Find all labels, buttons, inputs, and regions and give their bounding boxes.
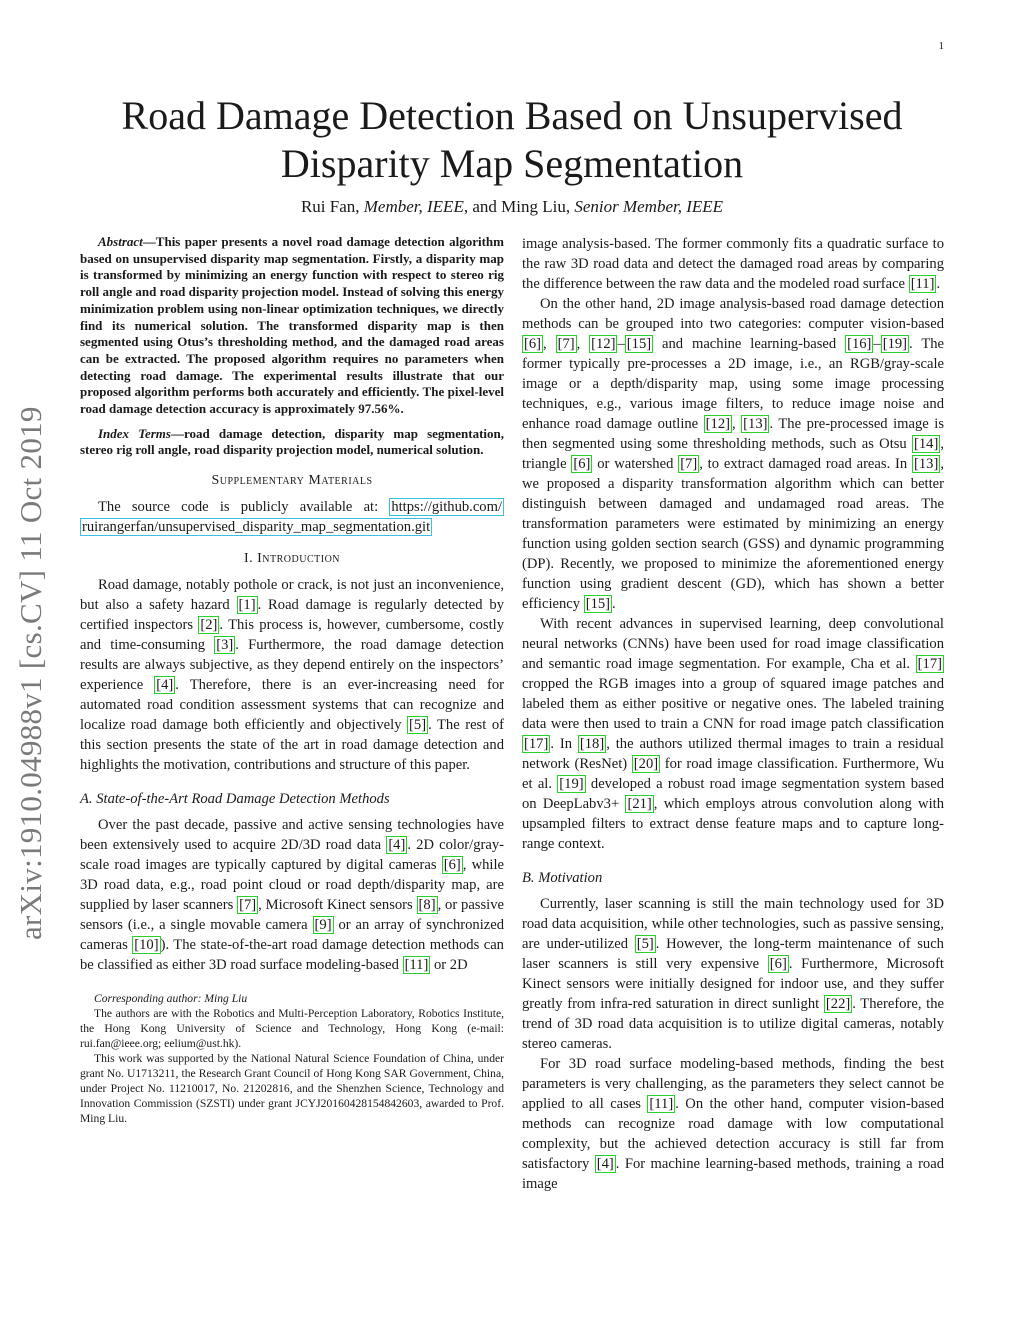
title-line-1: Road Damage Detection Based on Unsupervised: [121, 93, 903, 138]
paragraph-text: . Road damage is regularly detected by certified inspectors: [80, 597, 504, 634]
citation-link[interactable]: [19]: [882, 336, 908, 352]
citation-link[interactable]: [11]: [404, 957, 429, 974]
citation-link[interactable]: [10]: [134, 937, 159, 954]
section-a-paragraph-1: [80, 815, 504, 975]
author-line: [80, 197, 944, 217]
citation-link[interactable]: [12]: [591, 336, 616, 352]
supp-paragraph: [80, 497, 504, 537]
footnote-corresponding-author: Corresponding author: Ming Liu: [94, 992, 248, 1006]
citation-link[interactable]: [7]: [680, 456, 698, 472]
citation-link[interactable]: [5]: [409, 717, 427, 734]
left-column: [80, 234, 504, 1126]
footnote: [80, 991, 504, 1126]
paragraph-text: . The rest of this section presents the state of the art in road damage detection and highlights the motivation, contributions and structure of this paper.: [80, 717, 504, 774]
paragraph-text: ,: [543, 336, 556, 352]
author-1-role: Member, IEEE: [363, 197, 464, 216]
citation-link[interactable]: [20]: [633, 756, 659, 772]
paragraph-text: or an array of synchronized cameras: [80, 917, 505, 954]
paragraph-text: . On the other hand, computer vision-based methods can recognize road damage with low computational complexity, but the achieved detection accuracy is still far from satisfactory: [522, 1096, 944, 1172]
index-terms-text: —road damage detection, disparity map segmentation, stereo rig roll angle, road disparity projection model, numerical solution.: [80, 425, 504, 458]
citation-link[interactable]: [6]: [524, 336, 542, 352]
citation-link[interactable]: [16]: [847, 336, 872, 352]
paragraph-text: for road image classification. Furthermore, Wu et al.: [522, 756, 944, 792]
author-1-name: Rui Fan,: [300, 197, 364, 216]
section-b-paragraph-2: [522, 1054, 944, 1194]
citation-link[interactable]: [22]: [825, 996, 851, 1012]
paragraph-text: , to extract damaged road areas. In: [699, 456, 913, 472]
paragraph-text: image analysis-based. The former commonly fits a quadratic surface to the raw 3D road data and detect the damaged road areas by comparing the difference between the raw data and the modeled road surface: [522, 236, 944, 292]
citation-link[interactable]: [17]: [524, 736, 549, 752]
index-terms-label: Index Terms: [98, 425, 171, 441]
citation-link[interactable]: [12]: [705, 416, 730, 432]
paragraph-text: Currently, laser scanning is still the main technology used for 3D road data acquisition, while other technologies, such as passive sensing, are under-utilized: [522, 896, 944, 952]
citation-link[interactable]: [13]: [743, 416, 768, 432]
paragraph-text: .: [612, 596, 616, 612]
paragraph-text: .: [936, 276, 941, 292]
intro-paragraph-1: [80, 575, 504, 775]
paragraph-text: , or passive sensors (i.e., a single movable camera: [80, 897, 504, 934]
title-line-2: Disparity Map Segmentation: [280, 141, 744, 186]
paragraph-text: . 2D color/gray-scale road images are typically captured by digital cameras: [80, 837, 504, 874]
github-link-part2[interactable]: ruirangerfan/unsupervised_disparity_map_segmentation.git: [82, 519, 431, 536]
paragraph-text: . Furthermore, Microsoft Kinect sensors were initially designed for indoor use, and they suffer greatly from infra-red saturation in direct sunlight: [522, 956, 944, 1012]
paragraph-text: For 3D road surface modeling-based methods, finding the best parameters is very challenging, as the parameters they select cannot be applied to all cases: [522, 1056, 944, 1112]
author-separator: , and Ming Liu,: [463, 197, 575, 216]
citation-link[interactable]: [6]: [769, 956, 787, 972]
page-number: 1: [938, 40, 944, 52]
citation-link[interactable]: [7]: [557, 336, 575, 352]
citation-link[interactable]: [19]: [559, 776, 584, 792]
supp-text: The source code is publicly available at:: [98, 499, 390, 516]
citation-link[interactable]: [18]: [579, 736, 605, 752]
paragraph-text: . In: [550, 736, 578, 752]
section-a-heading: A. State-of-the-Art Road Damage Detection Methods: [80, 791, 390, 808]
citation-link[interactable]: [11]: [910, 276, 935, 292]
citation-link[interactable]: [6]: [443, 857, 461, 874]
section-a-paragraph-1-cont: [522, 234, 944, 294]
footnote-affiliation: The authors are with the Robotics and Multi-Perception Laboratory, Robotics Institute, the Hong Kong University of Science and Technology, Hong Kong (e-mail: rui.fan@ieee.org; eelium@ust.hk).: [80, 1007, 504, 1051]
section-b-paragraph-1: [522, 894, 944, 1054]
citation-link[interactable]: [1]: [238, 597, 256, 614]
paragraph-text: . The former typically pre-processes a 2D image, i.e., an RGB/gray-scale image or a depth/disparity map, using some image processing techniques, e.g., various image filters, to reduce image noise and enhance road damage outline: [522, 336, 945, 432]
abstract-text: —This paper presents a novel road damage detection algorithm based on unsupervised disparity map segmentation. Firstly, a disparity map is transformed by minimizing an energy function with respect to stereo rig roll angle and road disparity projection model. Instead of solving this energy minimization problem using non-linear optimization techniques, we directly find its numerical solution. The transformed disparity map is then segmented using Otus’s thresholding method, and the damaged road areas can be extracted. The proposed algorithm requires no parameters when detecting road damage. The experimental results illustrate that our proposed algorithm performs both accurately and efficiently. The pixel-level road damage detection accuracy is approximately 97.56%.: [80, 234, 504, 417]
paragraph-text: cropped the RGB images into a group of squared image patches and labeled them as either positive or negative ones. The labeled training data were then used to train a CNN for road image patch classification: [522, 676, 944, 732]
paragraph-text: ,: [576, 336, 590, 352]
section-a-paragraph-3: [522, 614, 944, 854]
author-2-role: Senior Member, IEEE: [574, 197, 724, 216]
paragraph-text: Road damage, notably pothole or crack, is not just an inconvenience, but also a safety hazard: [80, 577, 504, 614]
index-terms: [80, 426, 504, 459]
citation-link[interactable]: [4]: [596, 1156, 614, 1172]
paragraph-text: –: [873, 336, 881, 352]
citation-link[interactable]: [4]: [388, 837, 406, 854]
citation-link[interactable]: [13]: [914, 456, 939, 472]
paragraph-text: , the authors utilized thermal images to train a residual network (ResNet): [522, 736, 944, 772]
intro-heading-text: Introduction: [257, 551, 341, 567]
paragraph-text: or watershed: [592, 456, 679, 472]
paragraph-text: . Therefore, the trend of 3D road data acquisition is to utilize digital cameras, notably stereo cameras.: [522, 996, 944, 1052]
citation-link[interactable]: [11]: [649, 1096, 674, 1112]
citation-link[interactable]: [5]: [636, 936, 654, 952]
citation-link[interactable]: [15]: [626, 336, 652, 352]
citation-link[interactable]: [14]: [914, 436, 939, 452]
intro-heading: [80, 549, 504, 569]
paragraph-text: ). The state-of-the-art road damage detection methods can be classified as either 3D road surface modeling-based: [80, 937, 504, 974]
paragraph-text: With recent advances in supervised learning, deep convolutional neural networks (CNNs) have been used for road image classification and semantic road image segmentation. For example, Cha et al.: [522, 616, 944, 672]
citation-link[interactable]: [17]: [917, 656, 942, 672]
citation-link[interactable]: [15]: [585, 596, 611, 612]
right-column: [522, 234, 944, 1194]
paragraph-text: . The pre-processed image is then segmented using some thresholding methods, such as Otsu: [522, 416, 945, 452]
paragraph-text: , Microsoft Kinect sensors: [258, 897, 417, 914]
citation-link[interactable]: [6]: [573, 456, 591, 472]
paragraph-text: Over the past decade, passive and active sensing technologies have been extensively used to acquire 2D/3D road data: [80, 817, 504, 854]
abstract-label: Abstract: [98, 234, 143, 249]
github-link-part1[interactable]: https://github.com/: [391, 499, 502, 516]
paragraph-text: –: [617, 336, 625, 352]
paragraph-text: , we proposed a disparity transformation algorithm which can better distinguish between damaged and undamaged road areas. The transformation parameters were estimated by minimizing an energy function using golden section search (GSS) and dynamic programming (DP). Recently, we proposed to minimize the aforementioned energy function using gradient descent (GD), which has shown a better efficiency: [522, 456, 944, 612]
section-b-heading: B. Motivation: [522, 870, 603, 886]
citation-link[interactable]: [9]: [314, 917, 332, 934]
paragraph-text: . Therefore, there is an ever-increasing need for automated road condition assessment systems that can recognize and localize road damage both efficiently and objectively: [80, 677, 504, 734]
citation-link[interactable]: [4]: [156, 677, 174, 694]
citation-link[interactable]: [2]: [200, 617, 218, 634]
paragraph-text: On the other hand, 2D image analysis-based road damage detection methods can be grouped into two categories: computer vision-based: [522, 296, 944, 332]
citation-link[interactable]: [21]: [627, 796, 652, 812]
citation-link[interactable]: [8]: [418, 897, 436, 914]
abstract: [80, 234, 504, 418]
footnote-funding: This work was supported by the National Natural Science Foundation of China, under grant No. U1713211, the Research Grant Council of Hong Kong SAR Government, China, under Project No. 11210017, No. 21202816, and the Shenzhen Science, Technology and Innovation Commission (SZSTI) under grant JCYJ20160428154842603, awarded to Prof. Ming Liu.: [80, 1052, 504, 1126]
paper-title: [80, 92, 944, 188]
supp-heading: Supplementary Materials: [211, 473, 373, 489]
citation-link[interactable]: [3]: [216, 637, 234, 654]
paragraph-text: developed a robust road image segmentation system based on DeepLabv3+: [522, 776, 944, 812]
paragraph-text: . Furthermore, the road damage detection results are always subjective, as they depend entirely on the inspectors’ experience: [80, 637, 504, 694]
paragraph-text: , triangle: [522, 436, 944, 472]
paragraph-text: , which employs atrous convolution along with upsampled filters to extract dense feature maps and to capture long-range context.: [522, 796, 944, 852]
intro-heading-number: I.: [243, 551, 258, 567]
paragraph-text: , while 3D road data, e.g., road point cloud or road depth/disparity map, are supplied by laser scanners: [80, 857, 504, 914]
citation-link[interactable]: [7]: [239, 897, 257, 914]
paragraph-text: and machine learning-based: [653, 336, 846, 352]
paragraph-text: or 2D: [430, 957, 468, 974]
paragraph-text: . This process is, however, cumbersome, costly and time-consuming: [80, 617, 504, 654]
paragraph-text: ,: [732, 416, 742, 432]
arxiv-stamp: arXiv:1910.04988v1 [cs.CV] 11 Oct 2019: [13, 406, 48, 940]
paragraph-text: . For machine learning-based methods, training a road image: [522, 1156, 944, 1192]
paragraph-text: . However, the long-term maintenance of such laser scanners is still very expensive: [522, 936, 944, 972]
section-a-paragraph-2: [522, 294, 944, 614]
